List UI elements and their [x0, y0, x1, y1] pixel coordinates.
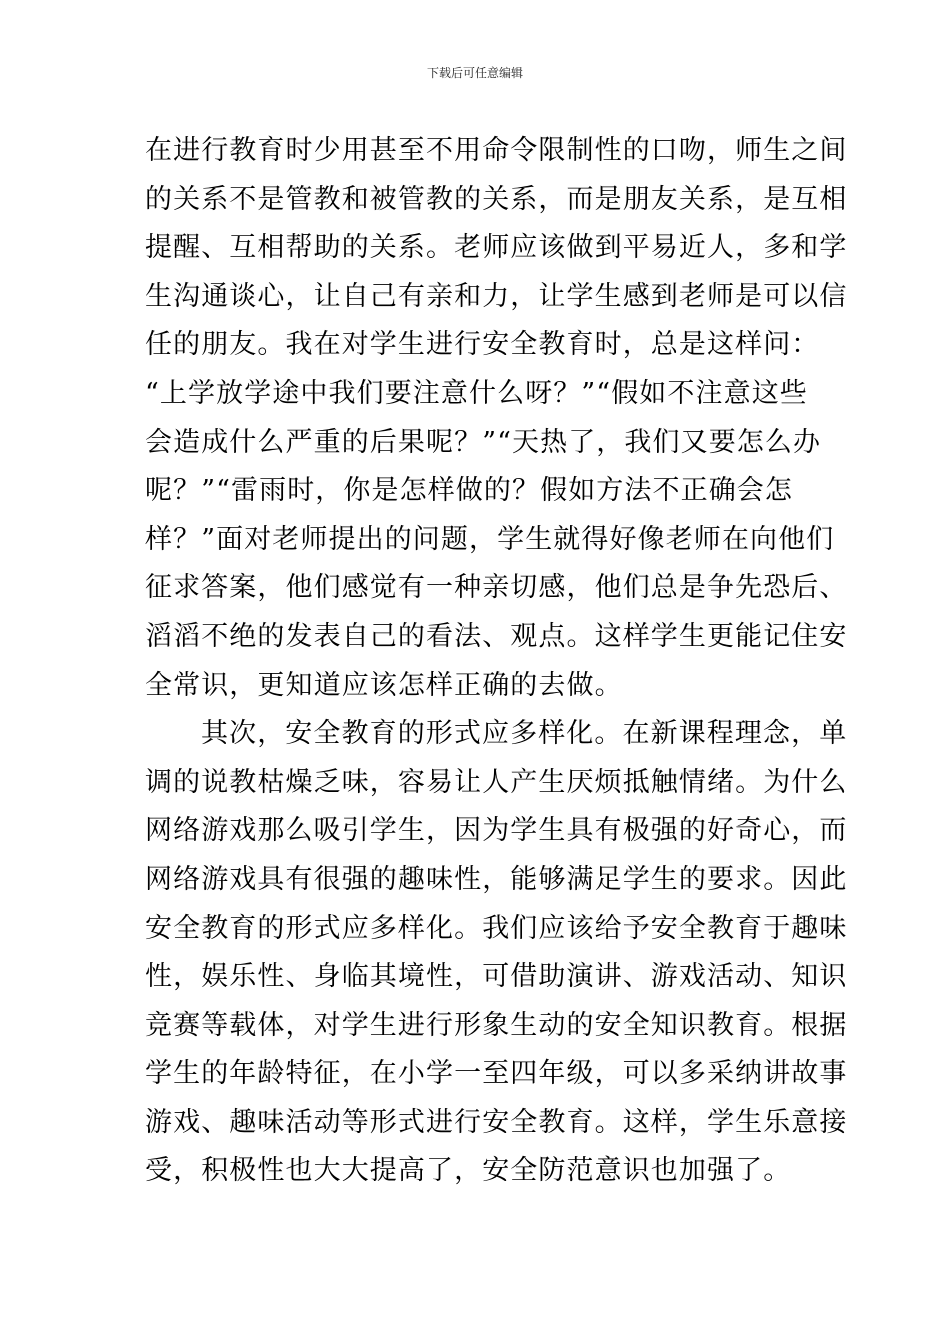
text-line: 性，娱乐性、身临其境性，可借助演讲、游戏活动、知识	[145, 961, 848, 993]
text-line: “上学放学途中我们要注意什么呀？”“假如不注意这些	[145, 377, 808, 409]
text-line: 样？”面对老师提出的问题，学生就得好像老师在向他们	[145, 523, 835, 555]
text-line: 安全教育的形式应多样化。我们应该给予安全教育于趣味	[145, 912, 848, 944]
text-line: 全常识，更知道应该怎样正确的去做。	[145, 669, 623, 701]
page-header: 下载后可任意编辑	[426, 66, 523, 80]
text-line: 任的朋友。我在对学生进行安全教育时，总是这样问：	[145, 329, 820, 361]
text-line: 调的说教枯燥乏味，容易让人产生厌烦抵触情绪。为什么	[145, 766, 848, 798]
text-line: 征求答案，他们感觉有一种亲切感，他们总是争先恐后、	[145, 572, 848, 604]
text-line: 生沟通谈心，让自己有亲和力，让学生感到老师是可以信	[145, 280, 848, 312]
text-line: 受，积极性也大大提高了，安全防范意识也加强了。	[145, 1155, 792, 1187]
text-line: 呢？”“雷雨时，你是怎样做的？假如方法不正确会怎	[145, 475, 794, 507]
text-line: 竞赛等载体，对学生进行形象生动的安全知识教育。根据	[145, 1009, 848, 1041]
text-line: 在进行教育时少用甚至不用命令限制性的口吻，师生之间	[145, 135, 848, 166]
text-line: 网络游戏那么吸引学生，因为学生具有极强的好奇心，而	[145, 815, 848, 847]
body-text	[145, 127, 848, 1196]
paragraph-start-line: 其次，安全教育的形式应多样化。在新课程理念，单	[201, 718, 848, 750]
text-line: 提醒、互相帮助的关系。老师应该做到平易近人，多和学	[145, 232, 848, 264]
text-line: 游戏、趣味活动等形式进行安全教育。这样，学生乐意接	[145, 1106, 848, 1138]
text-line: 学生的年龄特征，在小学一至四年级，可以多采纳讲故事	[145, 1058, 848, 1090]
text-line: 网络游戏具有很强的趣味性，能够满足学生的要求。因此	[145, 863, 848, 895]
text-line: 滔滔不绝的发表自己的看法、观点。这样学生更能记住安	[145, 620, 848, 652]
text-line: 的关系不是管教和被管教的关系，而是朋友关系，是互相	[145, 183, 848, 215]
text-line: 会造成什么严重的后果呢？”“天热了，我们又要怎么办	[145, 426, 822, 458]
